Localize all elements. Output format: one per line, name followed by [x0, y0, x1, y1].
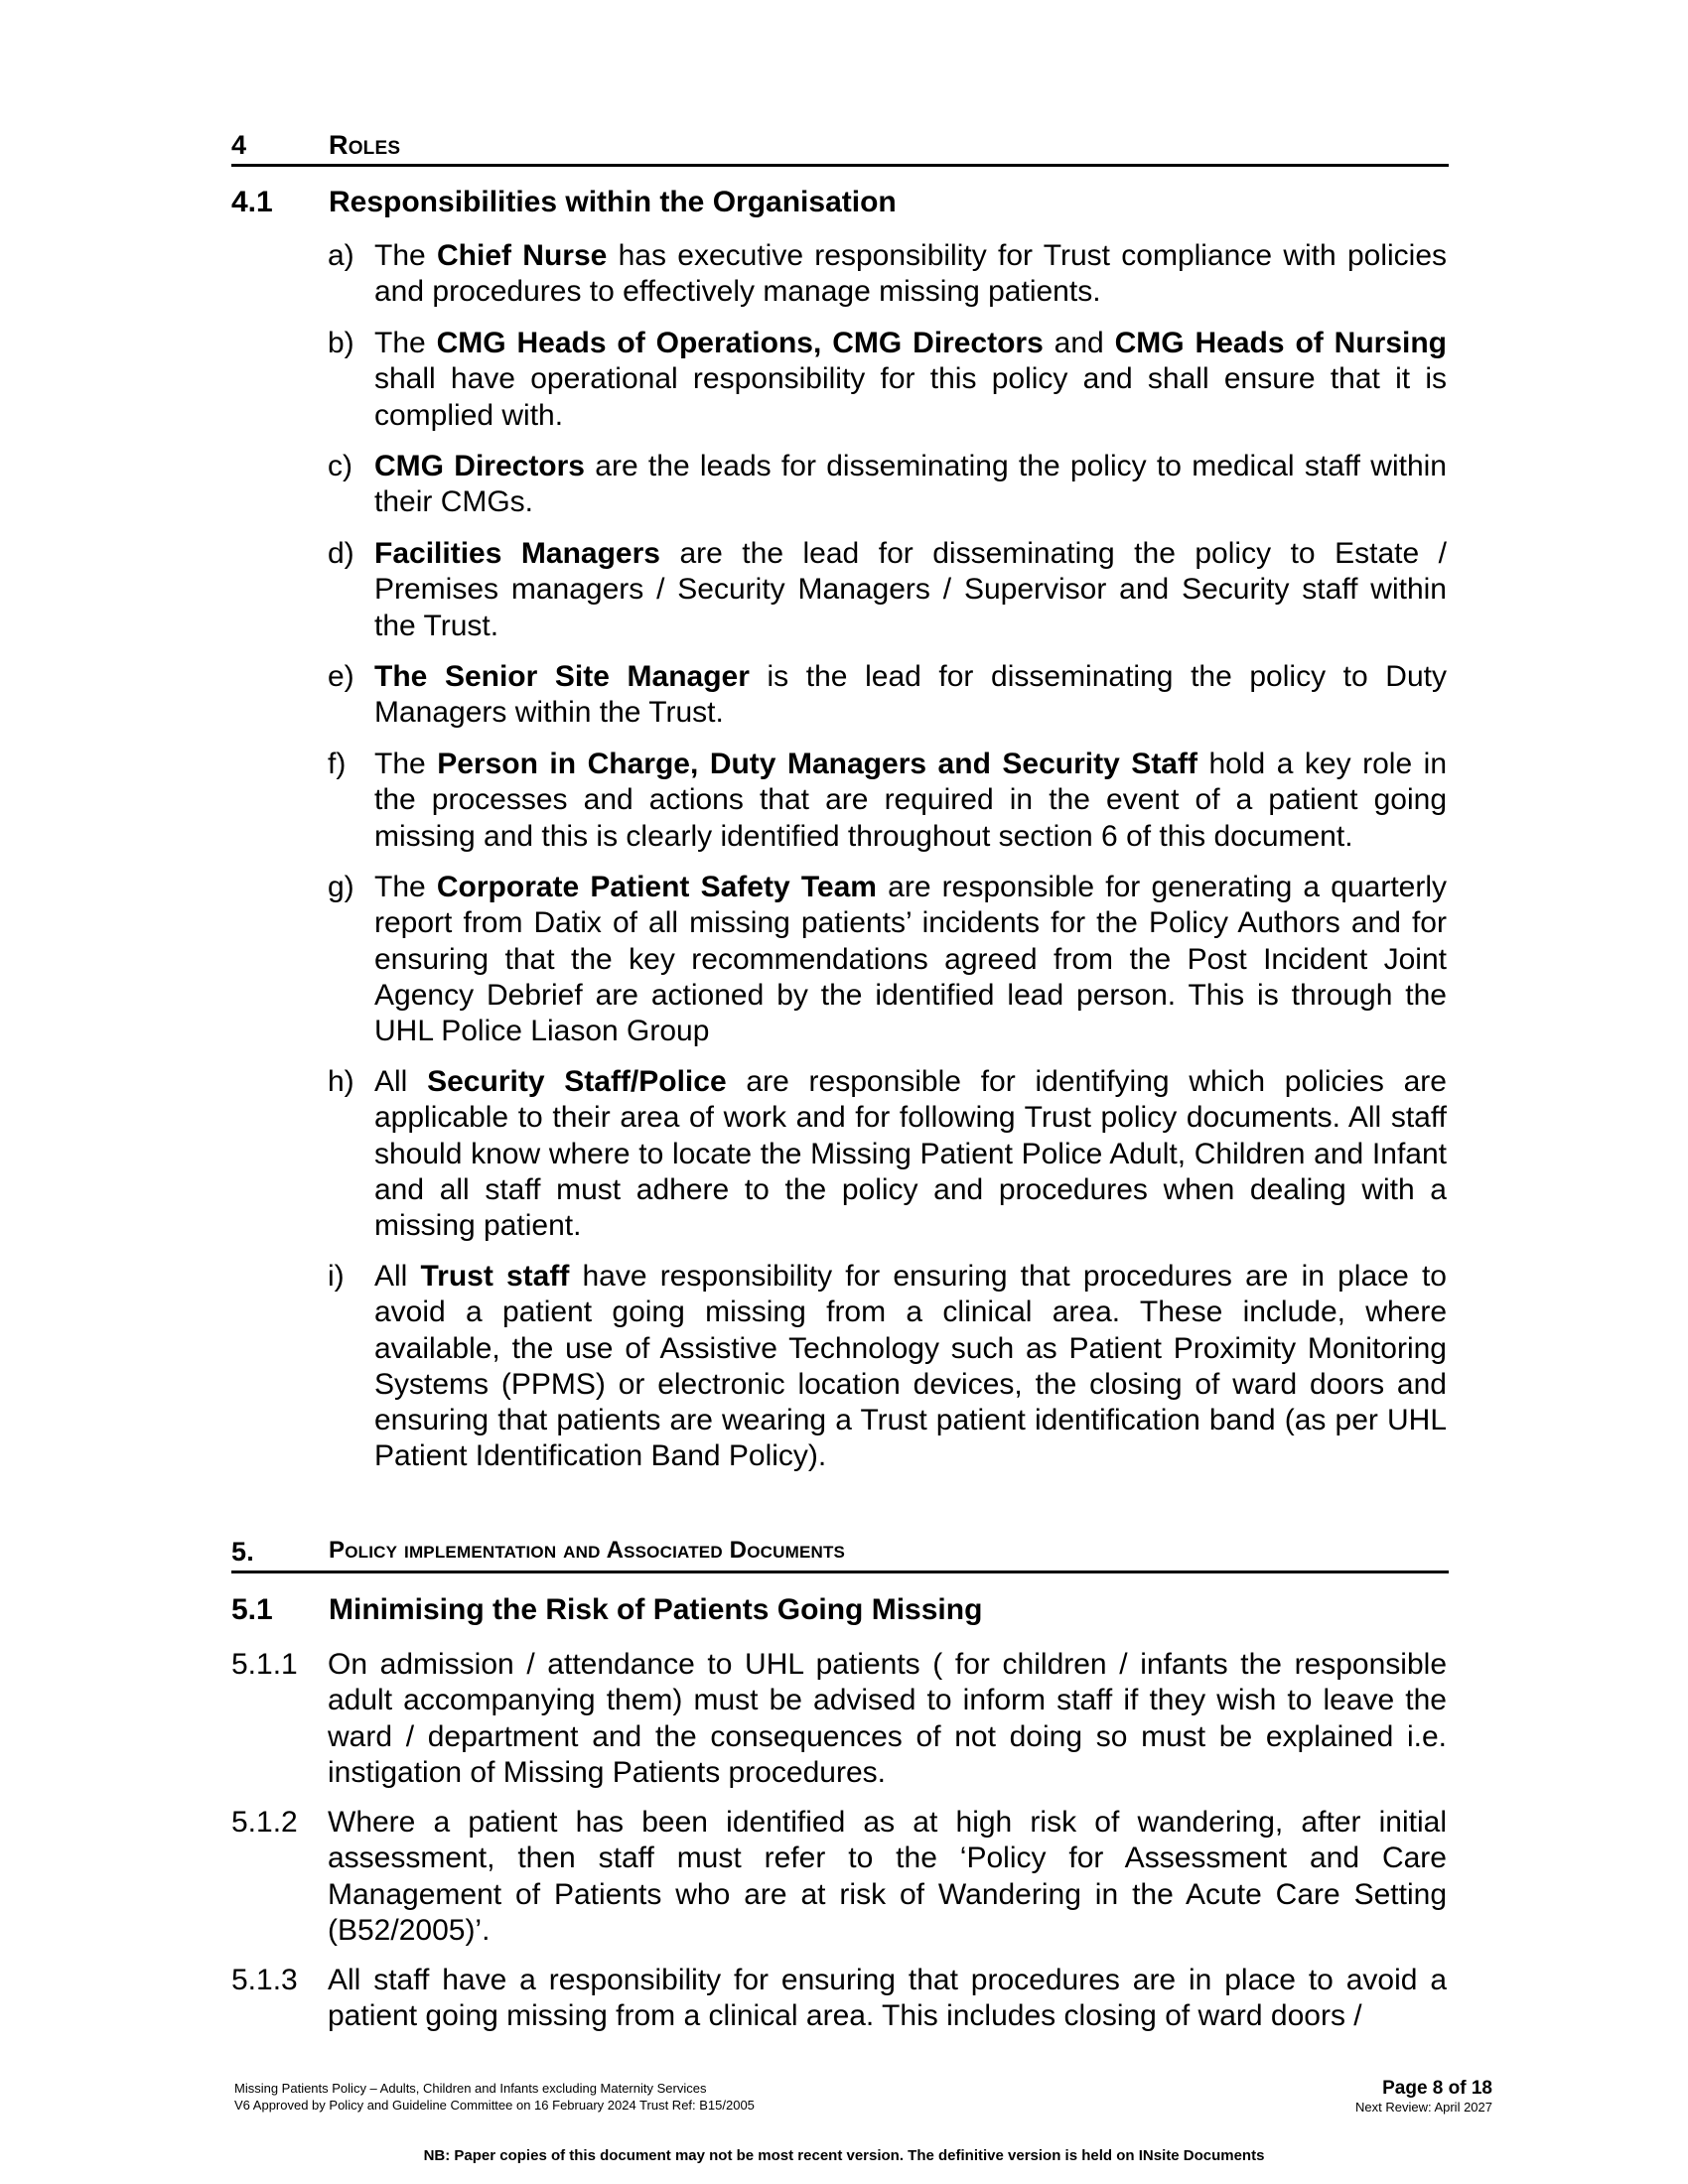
section-title: Roles	[329, 130, 401, 160]
item-label: 5.1.3	[231, 1964, 298, 1996]
list-item	[231, 1647, 1447, 1791]
list-item	[328, 1064, 1447, 1244]
item-text: The Person in Charge, Duty Managers and Security Staff hold a key role in the processes and actions that are required in the event of a patient going missing and this is clearly identified throughout section 6 of this document.	[374, 748, 1448, 853]
section-4-heading	[231, 130, 1449, 167]
footer-note: NB: Paper copies of this document may not be most recent version. The definitive version is held on INsite Documents	[423, 2147, 1265, 2164]
item-text: The CMG Heads of Operations, CMG Directors and CMG Heads of Nursing shall have operational responsibility for this policy and shall ensure that it is complied with.	[374, 327, 1447, 432]
item-label: 5.1.1	[231, 1648, 298, 1681]
subsection-number: 5.1	[231, 1593, 273, 1626]
footer-right	[1355, 2078, 1492, 2116]
item-text: All Trust staff have responsibility for ensuring that procedures are in place to avoid a patient going missing from a clinical area. These include, where available, the use of Assistive Technology such as Patient Proximity Monitoring Systems (PPMS) or electronic location devices, the closing of ward doors and ensuring that patients are wearing a Trust patient identification band (as per UHL Patient Identification Band Policy).	[374, 1260, 1447, 1473]
list-item	[231, 1805, 1447, 1949]
next-review: Next Review: April 2027	[1354, 2100, 1492, 2115]
section-number: 5.	[231, 1537, 254, 1567]
list-item	[328, 747, 1448, 855]
item-label: e)	[328, 660, 354, 693]
item-text: Where a patient has been identified as at high risk of wandering, after initial assessment, then staff must refer to the ‘Policy for Assessment and Care Management of Patients who are at risk of Wandering in the Acute Care Setting (B52/2005)’.	[328, 1806, 1447, 1947]
list-item	[328, 449, 1447, 521]
page-number: Page 8 of 18	[1382, 2078, 1492, 2099]
subsection-title: Responsibilities within the Organisation	[329, 186, 897, 218]
item-text: All Security Staff/Police are responsible for identifying which policies are applicable to their area of work and for following Trust policy documents. All staff should know where to locate the Missing Patient Police Adult, Children and Infant and all staff must adhere to the policy and procedures when dealing with a missing patient.	[374, 1065, 1447, 1243]
item-label: d)	[328, 537, 354, 570]
list-item	[328, 1259, 1447, 1475]
item-label: b)	[328, 327, 354, 359]
item-text: All staff have a responsibility for ensuring that procedures are in place to avoid a patient going missing from a clinical area. This includes closing of ward doors /	[328, 1964, 1447, 2033]
item-label: c)	[328, 450, 352, 482]
item-text: Facilities Managers are the lead for disseminating the policy to Estate / Premises managers / Security Managers / Supervisor and Security staff within the Trust.	[374, 537, 1447, 642]
item-label: i)	[328, 1260, 345, 1293]
item-text: CMG Directors are the leads for disseminating the policy to medical staff within their CMGs.	[374, 450, 1447, 519]
subsection-title: Minimising the Risk of Patients Going Missing	[329, 1593, 983, 1626]
footer-left	[234, 2080, 755, 2114]
section-5-heading	[231, 1537, 1449, 1573]
item-label: f)	[328, 748, 347, 780]
footer-doc-title: Missing Patients Policy – Adults, Children and Infants excluding Maternity Services	[234, 2081, 707, 2096]
item-text: On admission / attendance to UHL patients ( for children / infants the responsible adult accompanying them) must be advised to inform staff if they wish to leave the ward / department and the consequences of not doing so must be explained i.e. instigation of Missing Patients procedures.	[328, 1648, 1447, 1789]
item-text: The Chief Nurse has executive responsibility for Trust compliance with policies and procedures to effectively manage missing patients.	[374, 239, 1448, 309]
list-item	[328, 536, 1447, 644]
item-text: The Senior Site Manager is the lead for disseminating the policy to Duty Managers within the Trust.	[374, 660, 1447, 730]
section-number: 4	[231, 130, 247, 160]
list-item	[328, 238, 1448, 311]
item-label: a)	[328, 239, 354, 272]
section-title: Policy implementation and Associated Documents	[329, 1537, 846, 1564]
item-label: h)	[328, 1065, 354, 1098]
list-item	[231, 1963, 1447, 2035]
item-label: 5.1.2	[231, 1806, 298, 1839]
list-item	[328, 659, 1447, 732]
item-text: The Corporate Patient Safety Team are responsible for generating a quarterly report from Datix of all missing patients’ incidents for the Policy Authors and for ensuring that the key recommendations agreed from the Post Incident Joint Agency Debrief are actioned by the identified lead person. This is through the UHL Police Liason Group	[374, 871, 1448, 1048]
subsection-number: 4.1	[231, 186, 273, 218]
list-item	[328, 870, 1448, 1049]
footer-approval: V6 Approved by Policy and Guideline Committee on 16 February 2024 Trust Ref: B15/2005	[234, 2098, 755, 2113]
item-label: g)	[328, 871, 354, 903]
list-item	[328, 326, 1447, 434]
